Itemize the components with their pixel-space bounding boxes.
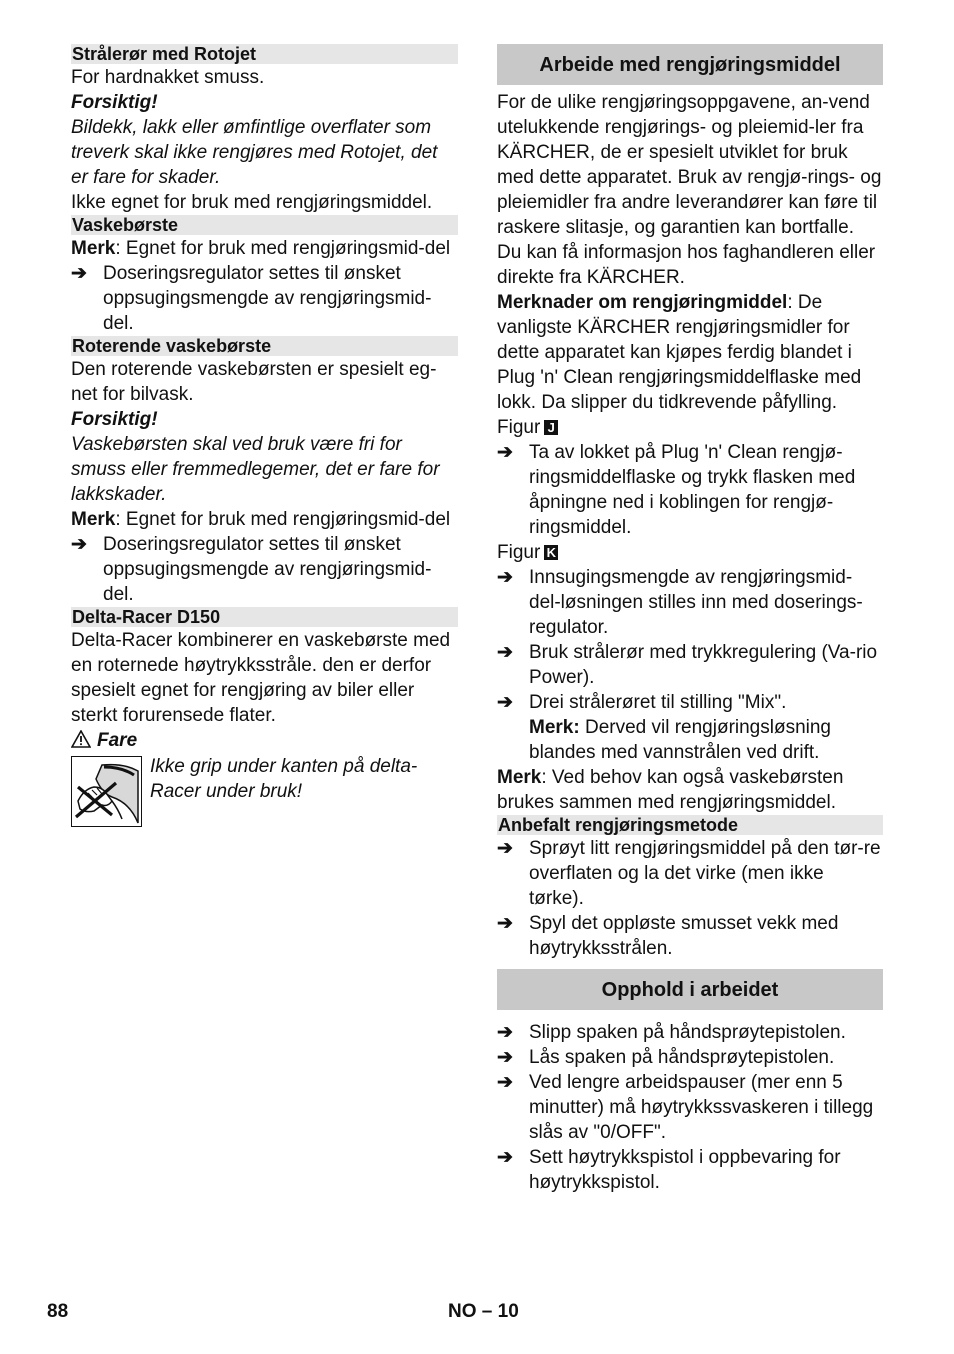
arrow-icon: ➔ bbox=[497, 567, 513, 588]
rotating-brush-merk-text: : Egnet for bruk med rengjøringsmid-del bbox=[115, 509, 451, 530]
rotojet-text: For hardnakket smuss. bbox=[71, 67, 265, 88]
merk-paragraph bbox=[497, 765, 883, 815]
detergent-section-heading: Arbeide med rengjøringsmiddel bbox=[497, 44, 883, 85]
rotating-brush-merk-paragraph bbox=[71, 507, 458, 532]
brush-merk-label: Merk bbox=[71, 238, 116, 259]
arrow-icon: ➔ bbox=[497, 642, 513, 663]
bullet-j-text: Ta av lokket på Plug 'n' Clean rengjø-ringsmiddelflaske og trykk flasken med åpningne ned i koblingen for rengjø-ringsmiddel. bbox=[529, 442, 856, 538]
arrow-icon: ➔ bbox=[497, 1072, 513, 1093]
arrow-icon: ➔ bbox=[497, 1022, 513, 1043]
warning-triangle-icon bbox=[71, 730, 91, 748]
brush-heading: Vaskebørste bbox=[71, 215, 458, 235]
figure-k-ref bbox=[497, 540, 883, 565]
bullet-j bbox=[497, 440, 883, 540]
arrow-icon: ➔ bbox=[497, 442, 513, 463]
arrow-icon: ➔ bbox=[71, 263, 87, 284]
arrow-icon: ➔ bbox=[497, 838, 513, 859]
figure-k-badge: K bbox=[544, 545, 558, 560]
rotating-brush-caution-label: Forsiktig! bbox=[71, 409, 158, 430]
pause-bullet-1-text: Slipp spaken på håndsprøytepistolen. bbox=[529, 1022, 846, 1043]
bullet-k3-text: Drei strålerøret til stilling "Mix". bbox=[529, 692, 787, 713]
page-number: 88 bbox=[47, 1301, 69, 1322]
arrow-icon: ➔ bbox=[497, 1047, 513, 1068]
method-bullet-2 bbox=[497, 911, 883, 961]
pause-section-heading: Opphold i arbeidet bbox=[497, 969, 883, 1010]
rotating-brush-text: Den roterende vaskebørsten er spesielt eg-net for bilvask. bbox=[71, 359, 437, 405]
rotojet-caution-label: Forsiktig! bbox=[71, 92, 158, 113]
rotating-brush-merk-label: Merk bbox=[71, 509, 116, 530]
bullet-k1-text: Innsugingsmengde av rengjøringsmid-del-løsningen stilles inn med doserings-regulator. bbox=[529, 567, 863, 638]
pause-bullet-4-text: Sett høytrykkspistol i oppbevaring for høytrykkspistol. bbox=[529, 1147, 841, 1193]
bullet-k3-merk-label: Merk: bbox=[529, 717, 580, 738]
arrow-icon: ➔ bbox=[497, 1147, 513, 1168]
right-column bbox=[497, 44, 883, 1195]
danger-label: Fare bbox=[97, 730, 138, 751]
bullet-k2-text: Bruk strålerør med trykkregulering (Va-rio Power). bbox=[529, 642, 878, 688]
pause-bullet-4 bbox=[497, 1145, 883, 1195]
figure-j-label: Figur bbox=[497, 417, 541, 438]
bullet-k3-merk-text: Derved vil rengjøringsløsning blandes med vannstrålen ved drift. bbox=[529, 717, 832, 763]
danger-text: Ikke grip under kanten på delta-Racer under bruk! bbox=[150, 756, 418, 802]
method-heading: Anbefalt rengjøringsmetode bbox=[497, 815, 883, 835]
merk-label: Merk bbox=[497, 767, 542, 788]
pause-bullet-2-text: Lås spaken på håndsprøytepistolen. bbox=[529, 1047, 835, 1068]
no-hand-grip-icon bbox=[71, 756, 142, 827]
rotojet-caution-text: Bildekk, lakk eller ømfintlige overflater som treverk skal ikke rengjøres med Rotojet, det er fare for skader. bbox=[71, 117, 438, 188]
rotating-brush-bullet-text: Doseringsregulator settes til ønsket oppsugingsmengde av rengjøringsmid-del. bbox=[103, 534, 432, 605]
pause-bullet-2 bbox=[497, 1045, 883, 1070]
rotating-brush-caution-text: Vaskebørsten skal ved bruk være fri for smuss eller fremmedlegemer, det er fare for lakkskader. bbox=[71, 434, 440, 505]
detergent-notes-paragraph bbox=[497, 290, 883, 415]
rotating-brush-heading: Roterende vaskebørste bbox=[71, 336, 458, 356]
method-bullet-2-text: Spyl det oppløste smusset vekk med høytrykksstrålen. bbox=[529, 913, 839, 959]
left-column bbox=[71, 44, 458, 827]
arrow-icon: ➔ bbox=[71, 534, 87, 555]
merk-text: : Ved behov kan også vaskebørsten brukes sammen med rengjøringsmiddel. bbox=[497, 767, 844, 813]
pause-bullet-3-text: Ved lengre arbeidspauser (mer enn 5 minutter) må høytrykkssvaskeren i tillegg slås av "0/OFF". bbox=[529, 1072, 874, 1143]
bullet-k1 bbox=[497, 565, 883, 640]
brush-merk-text: : Egnet for bruk med rengjøringsmid-del bbox=[115, 238, 451, 259]
danger-label-row bbox=[71, 728, 458, 753]
figure-j-badge: J bbox=[544, 420, 558, 435]
detergent-intro: For de ulike rengjøringsoppgavene, an-vend utelukkende rengjørings- og pleiemid-ler fra KÄRCHER, de er spesielt utviklet for bruk med dette apparatet. Bruk av rengjø-rings- og pleiemidler fra andre leverandører kan føre til raskere slitasje, og garantien kan bortfalle. Du kan få informasjon hos faghandleren eller direkte fra KÄRCHER. bbox=[497, 92, 882, 288]
arrow-icon: ➔ bbox=[497, 692, 513, 713]
pause-bullet-1 bbox=[497, 1020, 883, 1045]
delta-racer-text: Delta-Racer kombinerer en vaskebørste med en roternede høytrykksstråle. den er derfor spesielt egnet for rengjøring av biler eller sterkt forurensede flater. bbox=[71, 630, 451, 726]
danger-block bbox=[71, 754, 458, 827]
brush-bullet bbox=[71, 261, 458, 336]
bullet-k2 bbox=[497, 640, 883, 690]
detergent-notes-text: : De vanligste KÄRCHER rengjøringsmidler for dette apparatet kan kjøpes ferdig blandet i Plug 'n' Clean rengjøringsmiddelflaske med lokk. Da slipper du tidkrevende påfylling. bbox=[497, 292, 862, 413]
method-bullet-1 bbox=[497, 836, 883, 911]
brush-bullet-text: Doseringsregulator settes til ønsket oppsugingsmengde av rengjøringsmid-del. bbox=[103, 263, 432, 334]
method-bullet-1-text: Sprøyt litt rengjøringsmiddel på den tør-re overflaten og la det virke (men ikke tørke). bbox=[529, 838, 881, 909]
rotojet-heading: Strålerør med Rotojet bbox=[71, 44, 458, 64]
detergent-notes-label: Merknader om rengjøringmiddel bbox=[497, 292, 788, 313]
bullet-k3 bbox=[497, 690, 883, 765]
rotojet-note: Ikke egnet for bruk med rengjøringsmiddel. bbox=[71, 192, 433, 213]
arrow-icon: ➔ bbox=[497, 913, 513, 934]
figure-j-ref bbox=[497, 415, 883, 440]
brush-merk-paragraph bbox=[71, 236, 458, 261]
delta-racer-heading: Delta-Racer D150 bbox=[71, 607, 458, 627]
pause-bullet-3 bbox=[497, 1070, 883, 1145]
section-page-label: NO – 10 bbox=[448, 1301, 519, 1322]
figure-k-label: Figur bbox=[497, 542, 541, 563]
rotating-brush-bullet bbox=[71, 532, 458, 607]
